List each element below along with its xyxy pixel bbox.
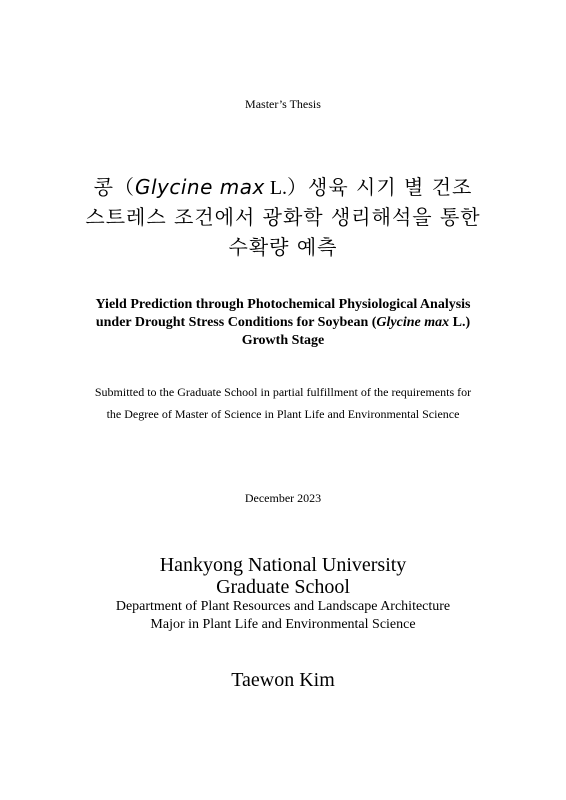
english-title-line-1: Yield Prediction through Photochemical Physiological Analysis <box>95 297 471 312</box>
english-title-line-3: Growth Stage <box>241 333 325 348</box>
submission-statement-line-2: the Degree of Master of Science in Plant Life and Environmental Science <box>106 407 460 421</box>
submission-date: December 2023 <box>244 491 322 505</box>
graduate-school-name: Graduate School <box>216 576 350 598</box>
english-title-suffix: L.) <box>449 315 471 330</box>
department-name: Department of Plant Resources and Landscape Architecture <box>115 599 451 614</box>
english-title-prefix: under Drought Stress Conditions for Soybean ( <box>95 315 377 330</box>
korean-title-prefix: 콩（ <box>93 175 135 199</box>
thesis-type: Master’s Thesis <box>245 97 321 111</box>
english-title-line-2 <box>0 314 566 332</box>
korean-title-line-3: 수확량 예측 <box>228 235 338 259</box>
korean-title-line-2: 스트레스 조건에서 광화학 생리해석을 통한 <box>85 205 481 229</box>
korean-title-author-abbrev: L. <box>264 177 288 199</box>
korean-title-line-1 <box>0 172 566 203</box>
korean-title-suffix: ）생육 시기 별 건조 <box>287 175 473 199</box>
university-name: Hankyong National University <box>159 554 407 576</box>
english-title-species: Glycine max <box>376 315 450 330</box>
author-name: Taewon Kim <box>231 669 335 691</box>
major-name: Major in Plant Life and Environmental Science <box>150 617 416 632</box>
korean-title-species: Glycine max <box>134 175 265 199</box>
submission-statement-line-1: Submitted to the Graduate School in partial fulfillment of the requirements for <box>94 385 472 399</box>
